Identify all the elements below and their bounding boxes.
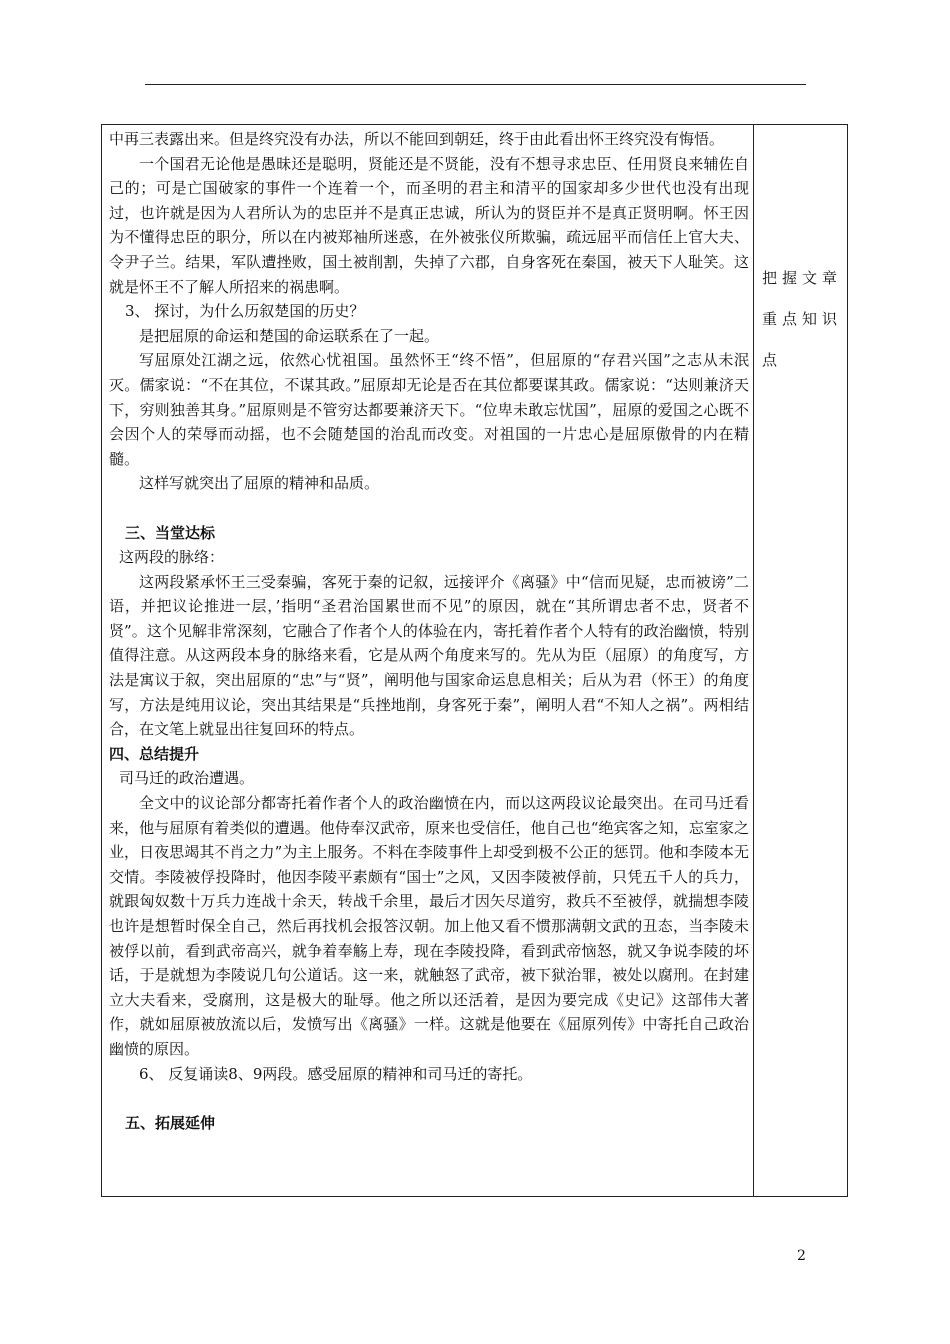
- answer-3: 是把屈原的命运和楚国的命运联系在了一起。: [139, 326, 440, 345]
- page-number: 2: [797, 1248, 806, 1264]
- sima-qian-label: 司马迁的政治遭遇。: [119, 769, 255, 788]
- side-note-cell: 把握文章重点知识点: [762, 269, 843, 369]
- main-content-cell: [109, 127, 749, 1135]
- section-heading-3: 三、当堂达标: [125, 523, 216, 542]
- paragraph-continuation: 中再三表露出来。但是终究没有办法，所以不能回到朝廷，终于由此看出怀王终究没有悔悟。: [109, 130, 725, 148]
- section-heading-4: 四、总结提升: [109, 744, 200, 763]
- paragraph-ruler-analysis: 一个国君无论他是愚昧还是聪明，贤能还是不贤能，没有不想寻求忠臣、任用贤良来辅佐自己的；可是亡国破家的事件一个连着一个，而圣明的君主和清平的国家却多少世代也没有出现过，也许就是因为人君所认为的忠臣并不是真正忠诚，所认为的贤臣并不是真正贤明啊。怀王因为不懂得忠臣的职分，所以在内被郑袖所迷惑，在外被张仪所欺骗，疏远屈平而信任上官大夫、令尹子兰。结果，军队遭挫败，国土被削割，失掉了六郡，自身客死在秦国，被天下人耻笑。这就是怀王不了解人所招来的祸患啊。: [109, 154, 749, 296]
- column-divider: [753, 125, 754, 1196]
- paragraph-sima-qian: 全文中的议论部分都寄托着作者个人的政治幽愤在内，而以这两段议论最突出。在司马迁看来，他与屈原有着类似的遭遇。他侍奉汉武帝，原来也受信任，他自己也“绝宾客之知，忘室家之业，日夜思竭其不肖之力”为主上服务。不料在李陵事件上却受到极不公正的惩罚。他和李陵本无交情。李陵被俘投降时，他因李陵平素颇有“国士”之风，又因李陵被俘前，只凭五千人的兵力，就跟匈奴数十万兵力连战十余天，转战千余里，最后才因矢尽道穷，救兵不至被俘，就揣想李陵也许是想暂时保全自己，然后再找机会报答汉朝。加上他又看不惯那满朝文武的丑态，当李陵未被俘以前，看到武帝高兴，就争着奉觞上寿，现在李陵投降，看到武帝恼怒，就又争说李陵的坏话，于是就想为李陵说几句公道话。这一来，就触怒了武帝，被下狱治罪，被处以腐刑。在封建立大夫看来，受腐刑，这是极大的耻辱。他之所以还活着，是因为要完成《史记》这部伟大著作，就如屈原被放流以后，发愤写出《离骚》一样。这就是他要在《屈原列传》中寄托自己政治幽愤的原因。: [109, 794, 749, 1058]
- question-3: 3、 探讨，为什么历叙楚国的历史？: [125, 302, 365, 321]
- paragraph-context: 这两段紧承怀王三受秦骗，客死于秦的记叙，远接评介《离骚》中“信而见疑，忠而被谤”二语，并把议论推进一层，’指明“圣君治国累世而不见”的原因，就在“其所谓忠者不忠，贤者不贤”。这个见解非常深刻，它融合了作者个人的体验在内，寄托着作者个人特有的政治幽愤，特别值得注意。从这两段本身的脉络来看，它是从两个角度来写的。先从为臣（屈原）的角度写，方法是寓议于叙，突出屈原的“忠”与“贤”，阐明他与国家命运息息相关；后从为君（怀王）的角度写，方法是纯用议论，突出其结果是“兵挫地削，身客死于秦”，阐明人君“不知人之祸”。两相结合，在文笔上就显出往复回环的特点。: [109, 572, 749, 739]
- header-rule: [145, 84, 806, 85]
- paragraph-patriotism: 写屈原处江湖之远，依然心忧祖国。虽然怀王“终不悟”，但屈原的“存君兴国”之志从未泯灭。儒家说：“不在其位，不谋其政。”屈原却无论是否在其位都要谋其政。儒家说：“达则兼济天下，穷则独善其身。”屈原则是不管穷达都要兼济天下。“位卑未敢忘忧国”，屈原的爱国之心既不会因个人的荣辱而动摇，也不会随楚国的治乱而改变。对祖国的一片忠心是屈原傲骨的内在精髓。: [109, 351, 749, 468]
- task-6: 6、 反复诵读8、9两段。感受屈原的精神和司马迁的寄托。: [139, 1064, 533, 1083]
- lesson-table: [101, 124, 848, 1197]
- section-heading-5: 五、拓展延伸: [125, 1113, 216, 1132]
- context-label: 这两段的脉络：: [119, 548, 225, 567]
- paragraph-conclusion: 这样写就突出了屈原的精神和品质。: [139, 474, 380, 493]
